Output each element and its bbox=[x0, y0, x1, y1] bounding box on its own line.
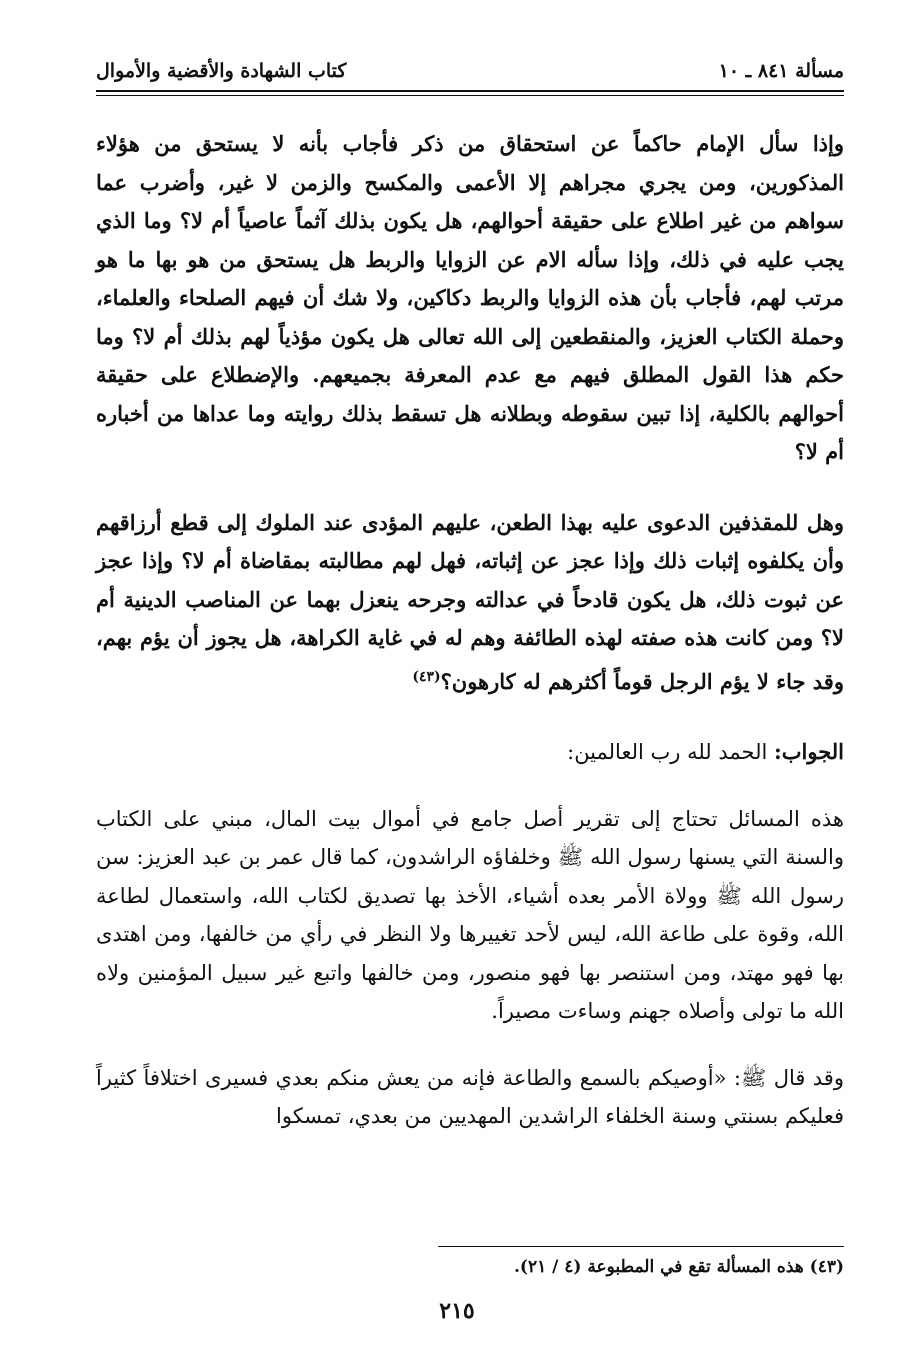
answer-heading bbox=[96, 733, 844, 772]
footnote-separator bbox=[438, 1246, 844, 1247]
header-rule-thick bbox=[96, 90, 844, 92]
footnote: (٤٣) هذه المسألة تقع في المطبوعة (٤ / ٢١). bbox=[513, 1257, 844, 1277]
question-paragraph-2 bbox=[96, 504, 844, 702]
header-issue-number: مسألة ٨٤١ ـ ١٠ bbox=[718, 60, 844, 82]
footnote-reference: (٤٣) bbox=[412, 668, 441, 685]
header-rule-thin bbox=[96, 95, 844, 96]
question-paragraph-1: وإذا سأل الإمام حاكماً عن استحقاق من ذكر فأجاب بأنه لا يستحق من هؤلاء المذكورين، ومن يجري مجراهم إلا الأعمى والمكسح والزمن لا غير، وأضرب عما سواهم من غير اطلاع على حقيقة أحوالهم، هل يكون بذلك آثماً عاصياً أم لا؟ وما الذي يجب عليه في ذلك، وإذا سأله الام عن الزوايا والربط هل يستحق من هو بها ما هو مرتب لهم، فأجاب بأن هذه الزوايا والربط دكاكين، ولا شك أن فيهم الصلحاء والعلماء، وحملة الكتاب العزيز، والمنقطعين إلى الله تعالى هل يكون مؤذياً لهم بذلك أم لا؟ وما حكم هذا القول المطلق فيهم مع عدم المعرفة بجميعهم. والإضطلاع على حقيقة أحوالهم بالكلية، إذا تبين سقوطه وبطلانه هل تسقط بذلك روايته وما عداها من أخباره أم لا؟ bbox=[96, 131, 844, 464]
answer-opening: الحمد لله رب العالمين: bbox=[567, 740, 774, 764]
running-header bbox=[96, 56, 844, 86]
answer-paragraph-2: وقد قال ﷺ: «أوصيكم بالسمع والطاعة فإنه من يعش منكم بعدي فسيرى اختلافاً كثيراً فعليكم بسنتي وسنة الخلفاء الراشدين المهديين من بعدي، تمسكوا bbox=[96, 1065, 844, 1128]
answer-label: الجواب: bbox=[774, 739, 844, 764]
page-body bbox=[96, 125, 844, 1136]
answer-paragraph-1: هذه المسائل تحتاج إلى تقرير أصل جامع في أموال بيت المال، مبني على الكتاب والسنة التي يسنها رسول الله ﷺ وخلفاؤه الراشدون، كما قال عمر بن عبد العزيز: سن رسول الله ﷺ وولاة الأمر بعده أشياء، الأخذ بها تصديق لكتاب الله، واستعمال لطاعة الله، وقوة على طاعة الله، ليس لأحد تغييرها ولا النظر في رأي من خالفها، ومن اهتدى بها فهو مهتد، ومن استنصر بها فهو منصور، ومن خالفها واتبع غير سبيل المؤمنين ولاه الله ما تولى وأصلاه جهنم وساءت مصيراً. bbox=[96, 806, 844, 1023]
question-paragraph-2-text: وهل للمقذفين الدعوى عليه بهذا الطعن، عليهم المؤدى عند الملوك إلى قطع أرزاقهم وأن يكلفوه إثبات ذلك وإذا عجز عن إثباته، فهل لهم مطالبته بمقاضاة أم لا؟ وإذا عجز عن ثبوت ذلك، هل يكون قادحاً في عدالته وجرحه ينعزل بهما عن المناصب الدينية أم لا؟ ومن كانت هذه صفته لهذه الطائفة وهم له في غاية الكراهة، هل يجوز أن يؤم بهم، وقد جاء لا يؤم الرجل قوماً أكثرهم له كارهون؟ bbox=[96, 509, 844, 694]
header-book-title: كتاب الشهادة والأقضية والأموال bbox=[96, 60, 347, 82]
page-number: ٢١٥ bbox=[439, 1298, 475, 1324]
